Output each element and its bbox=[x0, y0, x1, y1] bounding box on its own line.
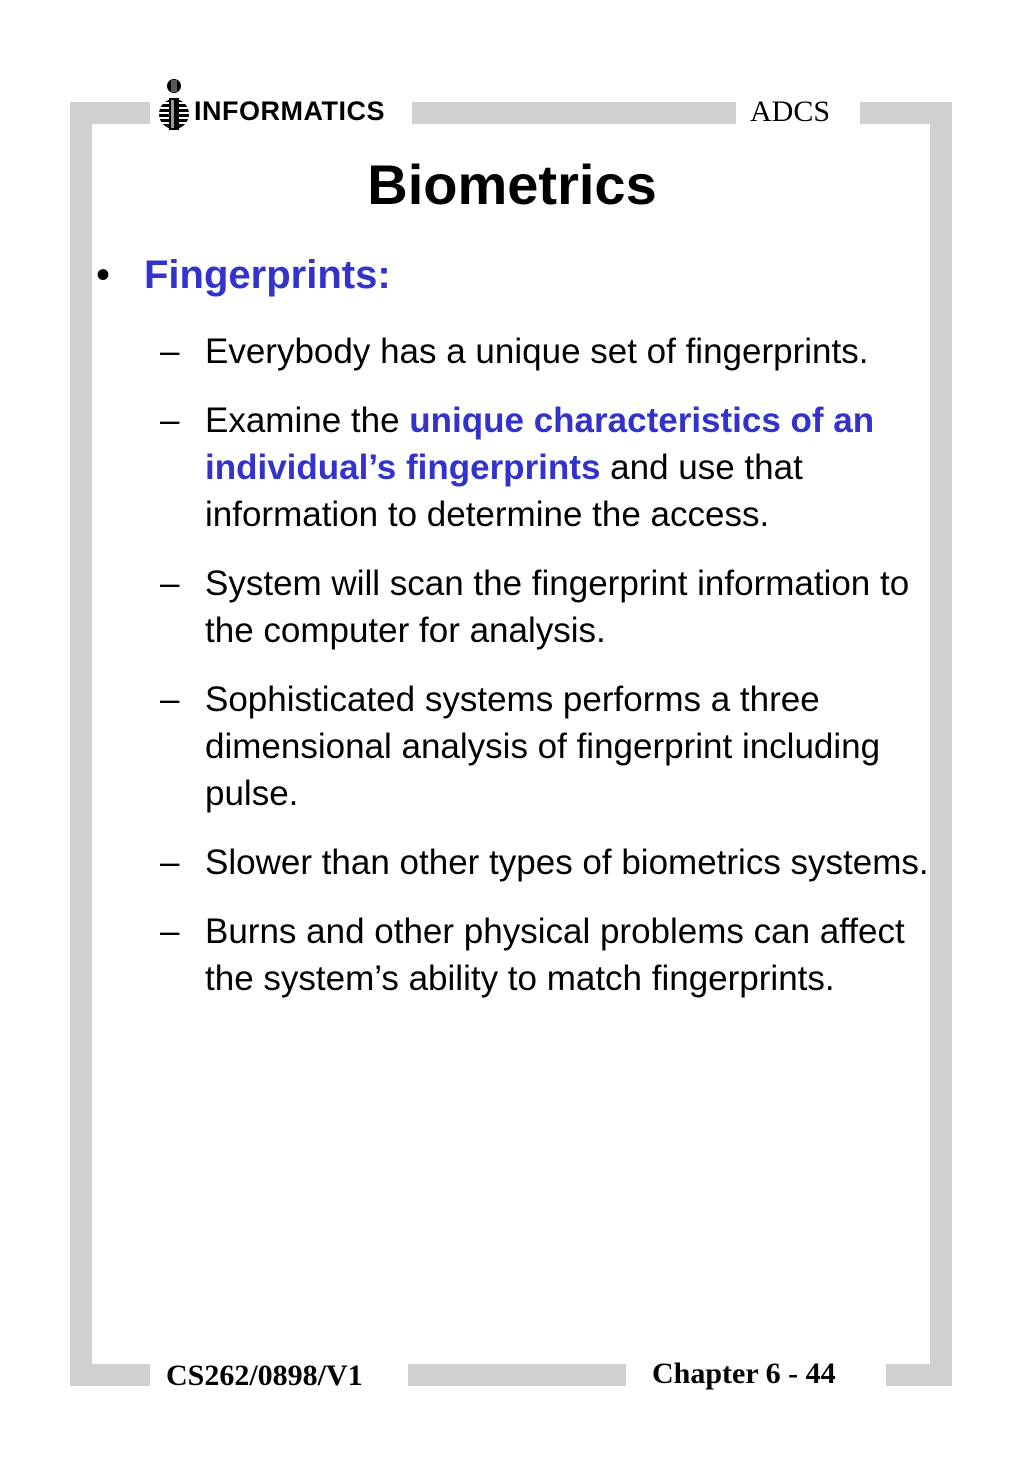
frame-bottom-left bbox=[70, 1364, 150, 1386]
sub-point-text: Burns and other physical problems can affect the system’s ability to match fingerprints. bbox=[205, 912, 905, 998]
dash-icon: – bbox=[160, 401, 180, 440]
informatics-logo-icon bbox=[158, 78, 190, 130]
list-item bbox=[160, 676, 930, 817]
sub-point-text-before: Examine the bbox=[205, 401, 410, 440]
informatics-logo bbox=[158, 78, 385, 130]
sub-point-list bbox=[160, 328, 930, 1024]
slide-title: Biometrics bbox=[367, 153, 657, 216]
list-item bbox=[160, 397, 930, 538]
frame-right bbox=[930, 102, 952, 1386]
main-bullet bbox=[96, 250, 916, 300]
dash-icon: – bbox=[160, 332, 180, 371]
dash-icon: – bbox=[160, 680, 180, 719]
frame-bottom-middle bbox=[408, 1364, 626, 1386]
list-item bbox=[160, 908, 930, 1002]
dash-icon: – bbox=[160, 912, 180, 951]
list-item bbox=[160, 560, 930, 654]
sub-point-text bbox=[205, 397, 930, 538]
sub-point-text-after: and use that information to determine the access. bbox=[205, 448, 803, 534]
frame-left bbox=[70, 102, 92, 1386]
sub-point-text: System will scan the fingerprint information to the computer for analysis. bbox=[205, 564, 910, 650]
sub-point-text: Sophisticated systems performs a three dimensional analysis of fingerprint including pulse. bbox=[205, 680, 881, 813]
frame-top-middle bbox=[412, 102, 736, 124]
sub-point-text: Everybody has a unique set of fingerprints. bbox=[205, 332, 869, 371]
list-item bbox=[160, 328, 930, 375]
sub-point-text: Slower than other types of biometrics systems. bbox=[205, 843, 929, 882]
page-number: Chapter 6 - 44 bbox=[652, 1357, 836, 1390]
logo-text: INFORMATICS bbox=[194, 96, 385, 126]
course-tag: ADCS bbox=[750, 95, 831, 128]
dash-icon: – bbox=[160, 564, 180, 603]
list-item bbox=[160, 839, 930, 886]
course-code: CS262/0898/V1 bbox=[166, 1359, 363, 1392]
main-bullet-label: Fingerprints: bbox=[144, 253, 391, 297]
frame-bottom-right bbox=[886, 1364, 952, 1386]
sub-point-highlight: unique characteristics of an individual’s fingerprints bbox=[205, 401, 875, 487]
dash-icon: – bbox=[160, 843, 180, 882]
bullet-dot-icon: • bbox=[96, 253, 111, 297]
